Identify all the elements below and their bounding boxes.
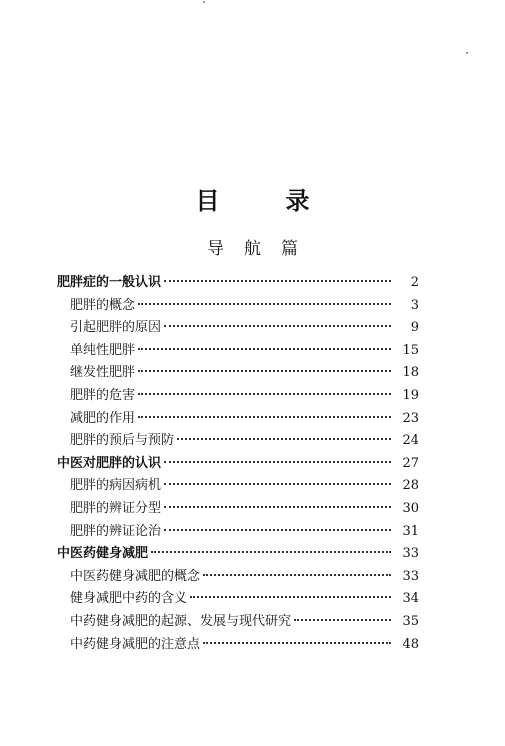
toc-page-number: 23 [402,410,419,426]
dot-leader [177,438,391,440]
toc-entry-label: 肥胖的危害 [70,387,136,403]
toc-entry-label: 健身减肥中药的含义 [70,591,188,607]
dot-leader [164,461,391,463]
toc-entry-label: 中医药健身减肥 [57,546,149,562]
toc-entry[interactable] [57,521,419,544]
table-of-contents [57,272,419,656]
title-char-1: 目 [195,187,220,215]
dot-leader [138,416,391,418]
page-title [0,186,505,216]
toc-page-number: 33 [402,568,419,584]
dot-leader [164,325,391,327]
scan-speck [203,1,205,3]
toc-entry[interactable] [57,611,419,634]
toc-entry-label: 中医药健身减肥的概念 [70,568,201,584]
scan-speck [466,52,468,54]
toc-page-number: 48 [402,636,419,652]
toc-entry-label: 中医对肥胖的认识 [57,455,162,471]
toc-entry-label: 肥胖的预后与预防 [70,433,175,449]
toc-entry-label: 中药健身减肥的注意点 [70,636,201,652]
toc-page-number: 30 [402,500,419,516]
toc-page-number: 15 [402,342,419,358]
toc-chapter-entry[interactable] [57,543,419,566]
toc-page-number: 27 [402,455,419,471]
dot-leader [164,483,391,485]
toc-entry[interactable] [57,498,419,521]
dot-leader [203,574,391,576]
toc-entry-label: 中药健身减肥的起源、发展与现代研究 [70,613,292,629]
toc-page-number: 18 [402,365,419,381]
toc-page-number: 34 [402,591,419,607]
dot-leader [164,529,391,531]
toc-entry[interactable] [57,340,419,363]
toc-entry[interactable] [57,566,419,589]
toc-entry[interactable] [57,430,419,453]
toc-page-number: 35 [402,613,419,629]
toc-entry-label: 减肥的作用 [70,410,136,426]
toc-entry-label: 肥胖的概念 [70,297,136,313]
toc-entry[interactable] [57,362,419,385]
toc-page-number: 3 [410,297,419,313]
toc-chapter-entry[interactable] [57,272,419,295]
dot-leader [138,370,391,372]
toc-entry-label: 肥胖的辨证分型 [70,500,162,516]
title-char-2: 录 [285,187,310,215]
toc-page-number: 24 [402,433,419,449]
dot-leader [138,393,391,395]
toc-entry[interactable] [57,385,419,408]
toc-entry-label: 引起肥胖的原因 [70,320,162,336]
section-title: 导航篇 [207,239,318,259]
toc-page-number: 9 [410,320,419,336]
dot-leader [203,642,391,644]
dot-leader [138,303,391,305]
toc-entry-label: 肥胖症的一般认识 [57,275,162,290]
dot-leader [164,506,391,508]
dot-leader [138,348,391,350]
toc-entry-label: 单纯性肥胖 [70,342,136,358]
toc-chapter-entry[interactable] [57,453,419,476]
toc-entry[interactable] [57,317,419,340]
toc-entry-label: 肥胖的辨证论治 [70,523,162,539]
toc-entry[interactable] [57,588,419,611]
dot-leader [294,619,391,621]
toc-entry[interactable] [57,475,419,498]
toc-page-number: 2 [410,275,419,290]
toc-entry[interactable] [57,634,419,657]
toc-page-number: 31 [402,523,419,539]
dot-leader [164,280,391,282]
dot-leader [190,596,391,598]
toc-page-number: 28 [402,478,419,494]
toc-entry[interactable] [57,295,419,318]
toc-page-number: 19 [402,387,419,403]
toc-entry[interactable] [57,408,419,431]
dot-leader [151,551,391,553]
toc-entry-label: 继发性肥胖 [70,365,136,381]
toc-entry-label: 肥胖的病因病机 [70,478,162,494]
toc-page-number: 33 [402,546,419,562]
